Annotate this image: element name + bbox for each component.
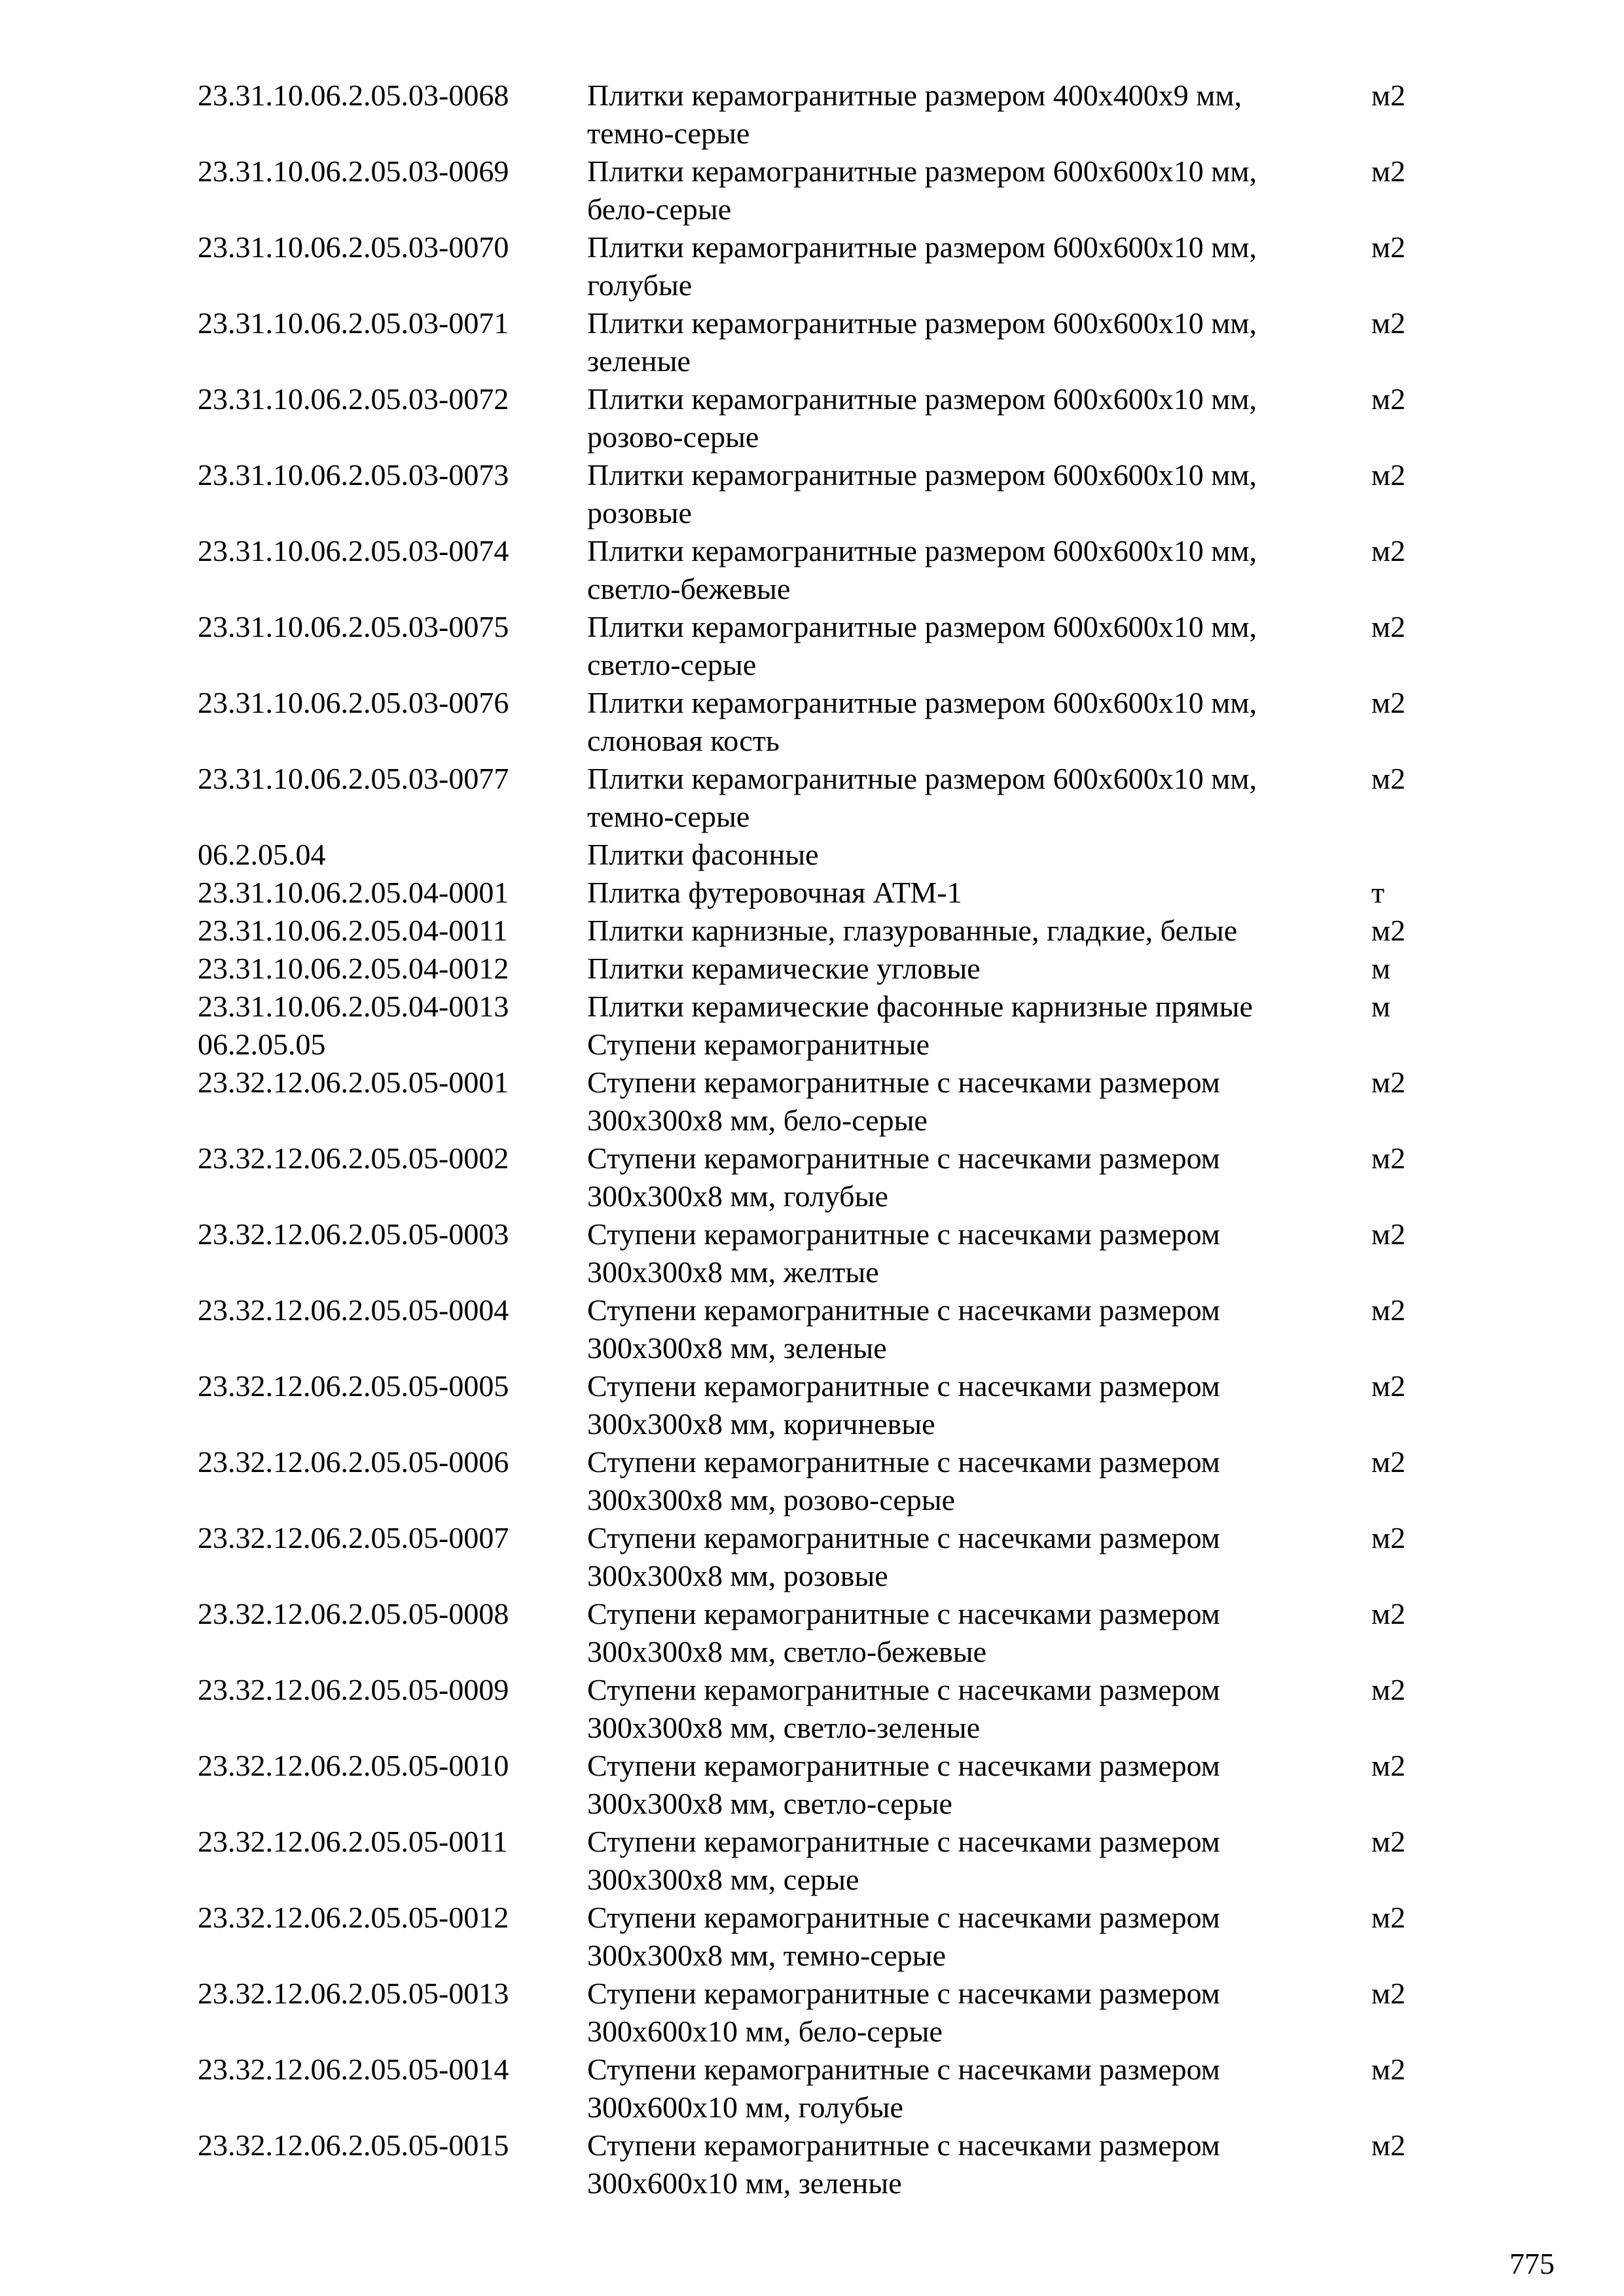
resource-code: 23.31.10.06.2.05.03-0068: [198, 79, 509, 112]
unit-of-measure: м2: [1371, 230, 1406, 264]
table-row: [0, 2126, 1624, 2202]
unit-of-measure: т: [1371, 876, 1385, 909]
resource-code: 23.32.12.06.2.05.05-0003: [198, 1217, 509, 1251]
unit-of-measure: м2: [1371, 1445, 1406, 1479]
resource-code: 23.31.10.06.2.05.03-0076: [198, 686, 509, 719]
resource-description: Ступени керамогранитные с насечками размером 300x300x8 мм, светло-зеленые: [587, 1673, 1220, 1744]
table-row: [0, 1215, 1624, 1291]
resource-description: Плитки керамогранитные размером 600x600x10 мм, темно-серые: [587, 762, 1257, 833]
unit-of-measure: м2: [1371, 2128, 1406, 2162]
unit-of-measure: м2: [1371, 1673, 1406, 1706]
unit-of-measure: м2: [1371, 2053, 1406, 2086]
resource-code: 23.31.10.06.2.05.03-0071: [198, 306, 509, 340]
section-heading-row: [0, 1026, 1624, 1064]
unit-of-measure: м2: [1371, 306, 1406, 340]
resource-description: Ступени керамогранитные с насечками размером 300x300x8 мм, голубые: [587, 1141, 1220, 1213]
resource-description: Плитки керамогранитные размером 400x400x9 мм, темно-серые: [587, 79, 1242, 150]
unit-of-measure: м2: [1371, 610, 1406, 643]
table-row: [0, 1595, 1624, 1671]
resource-description: Ступени керамогранитные с насечками размером 300x600x10 мм, голубые: [587, 2053, 1220, 2124]
resource-description: Плитки керамогранитные размером 600x600x10 мм, светло-бежевые: [587, 534, 1257, 605]
table-row: [0, 760, 1624, 836]
resource-code: 23.31.10.06.2.05.03-0073: [198, 458, 509, 492]
resource-description: Ступени керамогранитные с насечками размером 300x300x8 мм, желтые: [587, 1217, 1220, 1289]
unit-of-measure: м2: [1371, 534, 1406, 567]
unit-of-measure: м2: [1371, 1521, 1406, 1554]
unit-of-measure: м2: [1371, 382, 1406, 416]
resource-description: Плитки карнизные, глазурованные, гладкие, белые: [587, 914, 1238, 947]
unit-of-measure: м2: [1371, 1066, 1406, 1099]
price-list-table: [0, 77, 1624, 2202]
resource-code: 23.32.12.06.2.05.05-0001: [198, 1066, 509, 1099]
resource-code: 06.2.05.04: [198, 838, 326, 871]
resource-code: 23.32.12.06.2.05.05-0002: [198, 1141, 509, 1175]
unit-of-measure: м2: [1371, 1597, 1406, 1630]
resource-description: Плитки керамогранитные размером 600x600x10 мм, светло-серые: [587, 610, 1257, 681]
table-row: [0, 1671, 1624, 1747]
unit-of-measure: м2: [1371, 1901, 1406, 1934]
resource-description: Плитки керамические фасонные карнизные прямые: [587, 990, 1253, 1023]
table-row: [0, 1975, 1624, 2051]
resource-code: 23.31.10.06.2.05.04-0001: [198, 876, 509, 909]
resource-code: 23.31.10.06.2.05.03-0075: [198, 610, 509, 643]
table-row: [0, 1519, 1624, 1595]
resource-description: Ступени керамогранитные с насечками размером 300x300x8 мм, светло-серые: [587, 1749, 1220, 1820]
table-row: [0, 1139, 1624, 1215]
table-row: [0, 950, 1624, 988]
resource-code: 23.32.12.06.2.05.05-0005: [198, 1369, 509, 1403]
resource-code: 23.32.12.06.2.05.05-0013: [198, 1977, 509, 2010]
table-row: [0, 228, 1624, 304]
resource-code: 23.31.10.06.2.05.03-0072: [198, 382, 509, 416]
table-row: [0, 1367, 1624, 1443]
resource-description: Ступени керамогранитные с насечками размером 300x300x8 мм, розовые: [587, 1521, 1220, 1592]
unit-of-measure: м2: [1371, 914, 1406, 947]
resource-description: Ступени керамогранитные с насечками размером 300x300x8 мм, зеленые: [587, 1293, 1220, 1365]
resource-description: Плитки керамические угловые: [587, 952, 981, 985]
unit-of-measure: м2: [1371, 1369, 1406, 1403]
resource-description: Ступени керамогранитные с насечками размером 300x300x8 мм, розово-серые: [587, 1445, 1220, 1516]
unit-of-measure: м2: [1371, 762, 1406, 795]
table-row: [0, 152, 1624, 228]
resource-code: 23.32.12.06.2.05.05-0009: [198, 1673, 509, 1706]
resource-code: 23.31.10.06.2.05.04-0012: [198, 952, 509, 985]
resource-description: Плитка футеровочная АТМ-1: [587, 876, 962, 909]
unit-of-measure: м2: [1371, 1293, 1406, 1327]
resource-description: Ступени керамогранитные: [587, 1028, 930, 1061]
table-row: [0, 380, 1624, 456]
resource-code: 23.32.12.06.2.05.05-0011: [198, 1825, 508, 1858]
resource-code: 23.32.12.06.2.05.05-0010: [198, 1749, 509, 1782]
resource-code: 06.2.05.05: [198, 1028, 326, 1061]
table-row: [0, 988, 1624, 1026]
resource-description: Плитки керамогранитные размером 600x600x10 мм, голубые: [587, 230, 1257, 302]
resource-code: 23.32.12.06.2.05.05-0012: [198, 1901, 509, 1934]
resource-description: Ступени керамогранитные с насечками размером 300x600x10 мм, бело-серые: [587, 1977, 1220, 2048]
resource-description: Ступени керамогранитные с насечками размером 300x300x8 мм, бело-серые: [587, 1066, 1220, 1137]
resource-description: Плитки керамогранитные размером 600x600x10 мм, бело-серые: [587, 154, 1257, 226]
resource-code: 23.31.10.06.2.05.04-0013: [198, 990, 509, 1023]
table-row: [0, 2051, 1624, 2126]
resource-code: 23.31.10.06.2.05.03-0069: [198, 154, 509, 188]
unit-of-measure: м2: [1371, 1977, 1406, 2010]
resource-code: 23.32.12.06.2.05.05-0006: [198, 1445, 509, 1479]
table-row: [0, 608, 1624, 684]
resource-code: 23.31.10.06.2.05.03-0074: [198, 534, 509, 567]
resource-description: Ступени керамогранитные с насечками размером 300x300x8 мм, темно-серые: [587, 1901, 1220, 1972]
resource-description: Ступени керамогранитные с насечками размером 300x300x8 мм, коричневые: [587, 1369, 1220, 1441]
table-row: [0, 684, 1624, 760]
resource-description: Ступени керамогранитные с насечками размером 300x300x8 мм, светло-бежевые: [587, 1597, 1220, 1668]
table-row: [0, 1823, 1624, 1899]
unit-of-measure: м2: [1371, 154, 1406, 188]
table-row: [0, 1443, 1624, 1519]
table-row: [0, 1064, 1624, 1139]
unit-of-measure: м2: [1371, 1141, 1406, 1175]
resource-code: 23.32.12.06.2.05.05-0008: [198, 1597, 509, 1630]
resource-code: 23.32.12.06.2.05.05-0014: [198, 2053, 509, 2086]
resource-description: Ступени керамогранитные с насечками размером 300x600x10 мм, зеленые: [587, 2128, 1220, 2200]
table-row: [0, 304, 1624, 380]
resource-code: 23.32.12.06.2.05.05-0007: [198, 1521, 509, 1554]
unit-of-measure: м: [1371, 990, 1391, 1023]
unit-of-measure: м2: [1371, 1217, 1406, 1251]
resource-description: Ступени керамогранитные с насечками размером 300x300x8 мм, серые: [587, 1825, 1220, 1896]
table-row: [0, 532, 1624, 608]
table-row: [0, 874, 1624, 912]
resource-code: 23.32.12.06.2.05.05-0004: [198, 1293, 509, 1327]
table-row: [0, 1291, 1624, 1367]
unit-of-measure: м2: [1371, 1825, 1406, 1858]
resource-code: 23.31.10.06.2.05.03-0077: [198, 762, 509, 795]
section-heading-row: [0, 836, 1624, 874]
unit-of-measure: м: [1371, 952, 1391, 985]
resource-description: Плитки фасонные: [587, 838, 819, 871]
resource-description: Плитки керамогранитные размером 600x600x10 мм, слоновая кость: [587, 686, 1257, 757]
table-row: [0, 912, 1624, 950]
resource-description: Плитки керамогранитные размером 600x600x10 мм, зеленые: [587, 306, 1257, 378]
unit-of-measure: м2: [1371, 686, 1406, 719]
page-number: 775: [1509, 2247, 1555, 2280]
table-row: [0, 1747, 1624, 1823]
resource-code: 23.31.10.06.2.05.03-0070: [198, 230, 509, 264]
unit-of-measure: м2: [1371, 1749, 1406, 1782]
unit-of-measure: м2: [1371, 79, 1406, 112]
table-row: [0, 456, 1624, 532]
table-row: [0, 1899, 1624, 1975]
resource-code: 23.31.10.06.2.05.04-0011: [198, 914, 508, 947]
resource-description: Плитки керамогранитные размером 600x600x10 мм, розовые: [587, 458, 1257, 529]
resource-description: Плитки керамогранитные размером 600x600x10 мм, розово-серые: [587, 382, 1257, 454]
resource-code: 23.32.12.06.2.05.05-0015: [198, 2128, 509, 2162]
unit-of-measure: м2: [1371, 458, 1406, 492]
table-row: [0, 77, 1624, 152]
